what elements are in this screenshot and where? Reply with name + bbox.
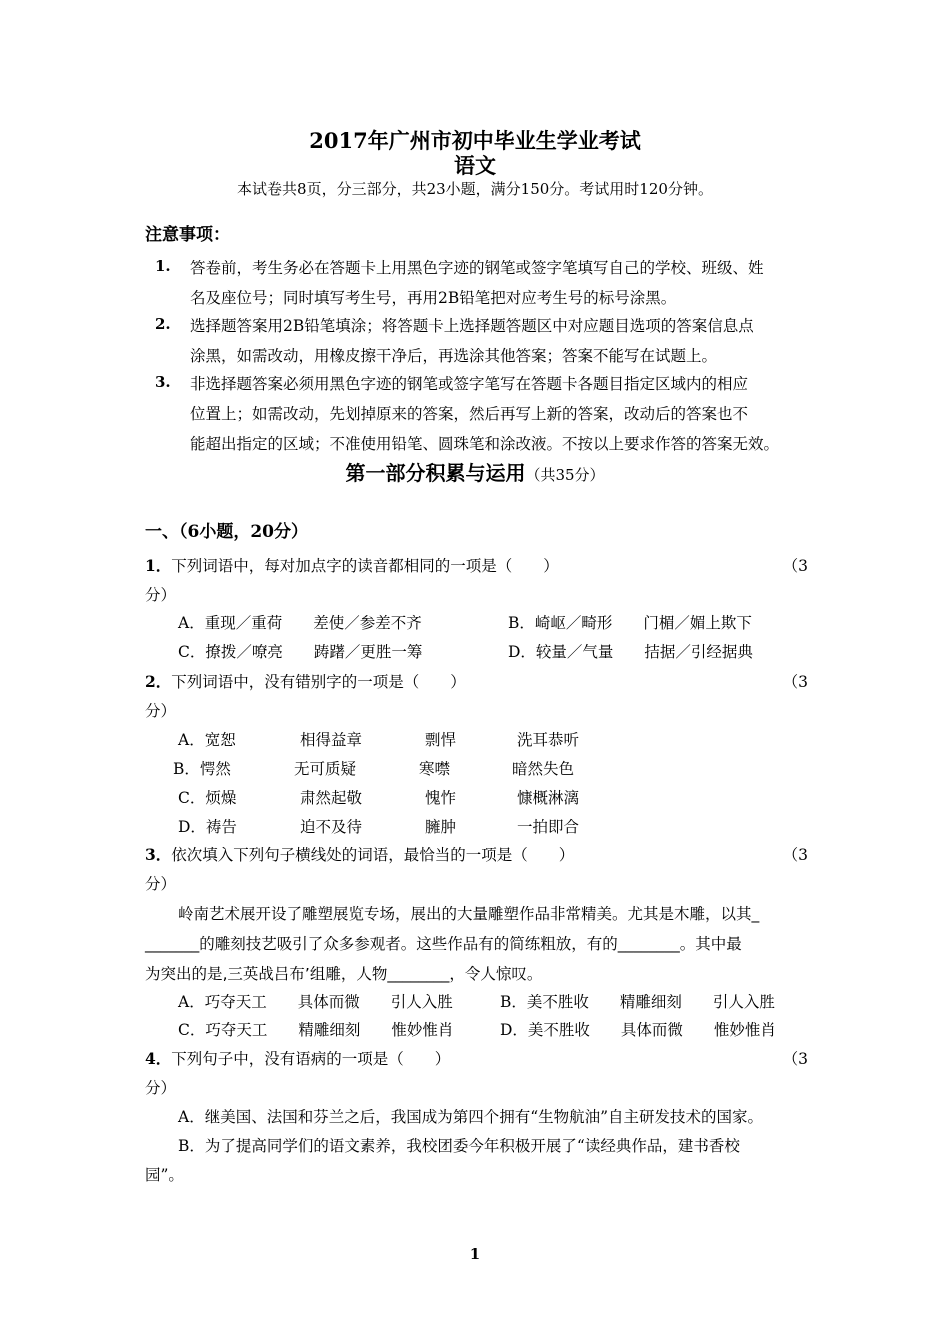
option-d: D．祷告	[178, 818, 237, 836]
option-word: 剽悍	[425, 731, 457, 749]
question-points: （3	[782, 846, 808, 864]
question-points: （3	[782, 673, 808, 691]
note-line: 选择题答案用2B铅笔填涂；将答题卡上选择题答题区中对应题目选项的答案信息点	[190, 317, 754, 335]
section-points: （共35分）	[525, 466, 605, 484]
passage-line: _______的雕刻技艺吸引了众多参观者。这些作品有的简练粗放，有的________。其中最	[145, 935, 742, 953]
question-stem: 下列词语中，每对加点字的读音都相同的一项是（ ）	[171, 557, 559, 575]
question-points-cont: 分）	[145, 1079, 177, 1097]
question-stem: 依次填入下列句子横线处的词语，最恰当的一项是（ ）	[171, 846, 575, 864]
option-b: B．愕然	[173, 760, 231, 778]
option-a: A．重现／重荷 差使／参差不齐	[178, 614, 422, 632]
option-word: 寒噤	[419, 760, 451, 778]
question-points-cont: 分）	[145, 702, 177, 720]
option-word: 无可质疑	[294, 760, 357, 778]
exam-subject: 语文	[454, 153, 496, 178]
option-word: 臃肿	[425, 818, 457, 836]
option-a: A．宽恕	[178, 731, 236, 749]
question-stem: 下列词语中，没有错别字的一项是（ ）	[171, 673, 466, 691]
question-points: （3	[782, 557, 808, 575]
option-b-cont: 园”。	[145, 1166, 184, 1184]
option-a: A．巧夺天工 具体而微 引人入胜	[178, 993, 453, 1011]
question-1	[145, 554, 559, 576]
note-line: 位置上；如需改动，先划掉原来的答案，然后再写上新的答案，改动后的答案也不	[190, 405, 749, 423]
option-word: 慷概淋漓	[517, 789, 580, 807]
option-word: 暗然失色	[512, 760, 575, 778]
note-number: 1.	[155, 257, 171, 275]
question-number: 1．	[145, 556, 172, 575]
note-line: 能超出指定的区域；不准使用铅笔、圆珠笔和涂改液。不按以上要求作答的答案无效。	[190, 435, 780, 453]
section-heading	[0, 457, 950, 486]
note-number: 2.	[155, 315, 171, 333]
question-number: 3．	[145, 845, 172, 864]
option-b: B．崎岖／畸形 门楣／媚上欺下	[508, 614, 752, 632]
option-a: A．继美国、法国和芬兰之后，我国成为第四个拥有“生物航油”自主研发技术的国家。	[178, 1108, 764, 1126]
note-line: 名及座位号；同时填写考生号，再用2B铅笔把对应考生号的标号涂黑。	[190, 289, 677, 307]
question-stem: 下列句子中，没有语病的一项是（ ）	[171, 1050, 451, 1068]
exam-title: 2017年广州市初中毕业生学业考试	[309, 128, 641, 153]
option-d: D．美不胜收 具体而微 惟妙惟肖	[500, 1021, 776, 1039]
option-word: 一拍即合	[517, 818, 580, 836]
option-word: 相得益章	[300, 731, 363, 749]
note-line: 涂黑，如需改动，用橡皮擦干净后，再选涂其他答案；答案不能写在试题上。	[190, 347, 718, 365]
option-word: 洗耳恭听	[517, 731, 580, 749]
question-points: （3	[782, 1050, 808, 1068]
option-word: 愧怍	[425, 789, 457, 807]
notes-heading: 注意事项：	[145, 225, 230, 245]
section-title: 第一部分积累与运用	[345, 461, 526, 485]
note-line: 非选择题答案必须用黑色字迹的钢笔或签字笔写在答题卡各题目指定区域内的相应	[190, 375, 749, 393]
question-3	[145, 843, 574, 865]
option-b: B．为了提高同学们的语文素养，我校团委今年积极开展了“读经典作品，建书香校	[178, 1137, 740, 1155]
option-word: 肃然起敬	[300, 789, 363, 807]
part-heading: 一、（6小题，20分）	[145, 522, 308, 542]
option-b: B．美不胜收 精雕细刻 引人入胜	[500, 993, 775, 1011]
question-number: 4．	[145, 1049, 172, 1068]
option-c: C．烦燥	[178, 789, 237, 807]
note-number: 3.	[155, 373, 171, 391]
question-number: 2．	[145, 672, 172, 691]
option-c: C．撩拨／嘹亮 踌躇／更胜一筹	[178, 643, 423, 661]
passage-line: 岭南艺术展开设了雕塑展览专场，展出的大量雕塑作品非常精美。尤其是木雕，以其_	[178, 905, 760, 923]
question-points-cont: 分）	[145, 875, 177, 893]
question-2	[145, 670, 466, 692]
option-d: D．较量／气量 拮据／引经据典	[508, 643, 753, 661]
option-c: C．巧夺天工 精雕细刻 惟妙惟肖	[178, 1021, 454, 1039]
question-4	[145, 1047, 450, 1069]
page-number: 1	[469, 1245, 481, 1263]
question-points-cont: 分）	[145, 586, 177, 604]
option-word: 迫不及待	[300, 818, 363, 836]
exam-info: 本试卷共8页，分三部分，共23小题，满分150分。考试用时120分钟。	[237, 180, 713, 198]
note-line: 答卷前，考生务必在答题卡上用黑色字迹的钢笔或签字笔填写自己的学校、班级、姓	[190, 259, 764, 277]
passage-line: 为突出的是‚三英战吕布’组雕，人物________，令人惊叹。	[145, 965, 543, 983]
